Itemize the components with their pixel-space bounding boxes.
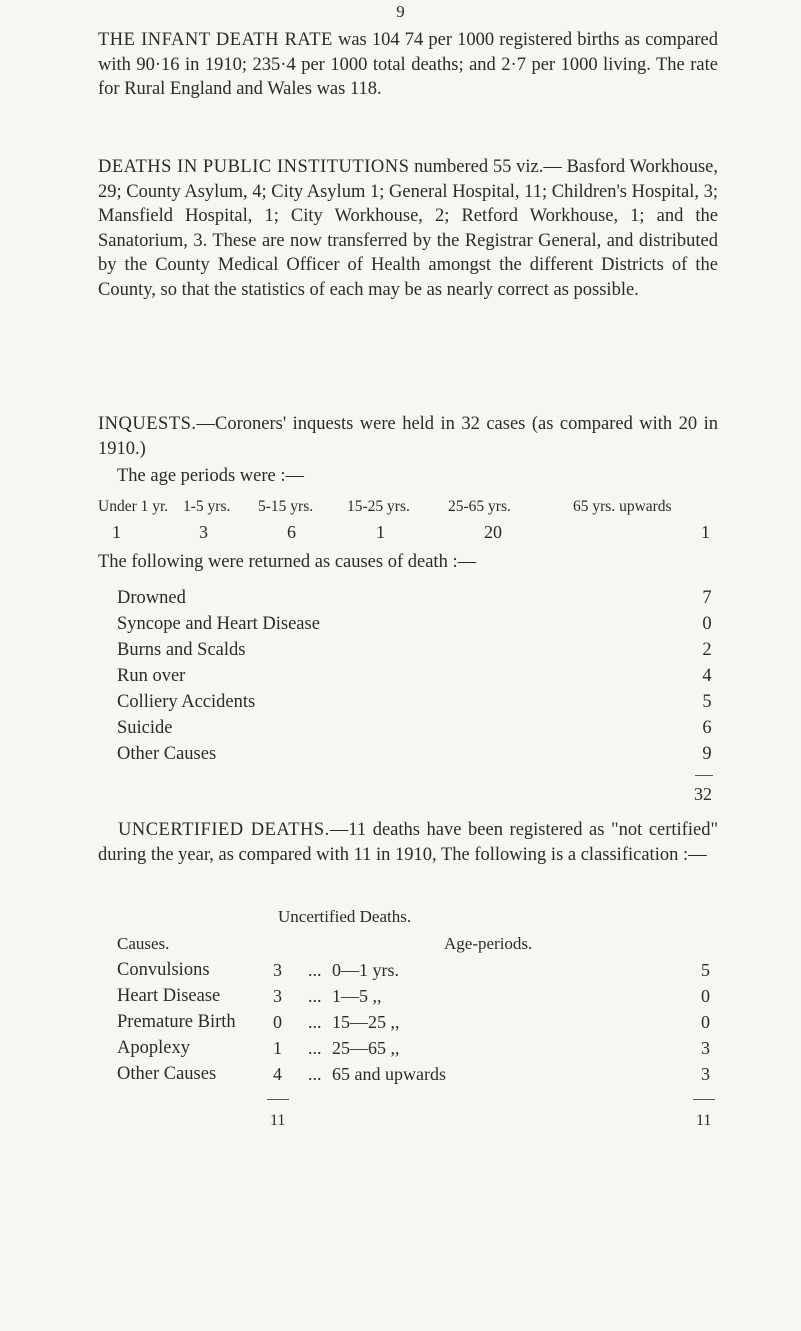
cause-value: 9 (702, 744, 712, 764)
cause-label: Burns and Scalds (117, 640, 246, 660)
causes-column-header: Causes. (117, 934, 170, 953)
age-period-value: 20 (484, 522, 502, 542)
total-rule (695, 775, 713, 776)
age-periods-intro: The age periods were :— (117, 466, 304, 486)
infant-death-heading: THE INFANT DEATH RATE (98, 30, 333, 50)
uncertified-text: —11 deaths have been registered as "not certified" during the year, as compared with 11 in 1910, The following is a classification :— (98, 820, 718, 865)
cause-value: 7 (702, 588, 712, 608)
cause-label: Run over (117, 666, 186, 686)
page-number: 9 (396, 2, 405, 21)
uncertified-cause: Heart Disease (117, 986, 221, 1006)
uncertified-cause: Convulsions (117, 960, 210, 980)
leader-dots: ... (308, 1064, 322, 1084)
uncertified-age: 1—5 ,, (332, 986, 382, 1006)
age-period-value: 3 (199, 522, 208, 542)
cause-label: Syncope and Heart Disease (117, 614, 320, 634)
uncertified-age-count: 5 (701, 960, 710, 980)
uncertified-cause: Other Causes (117, 1064, 217, 1084)
uncertified-cause-count: 4 (273, 1064, 282, 1084)
age-period-value: 1 (376, 522, 385, 542)
uncertified-age: 65 and upwards (332, 1064, 446, 1084)
infant-death-paragraph (98, 28, 718, 102)
cause-value: 5 (702, 692, 712, 712)
age-period-label: Under 1 yr. (98, 498, 169, 515)
age-period-label: 5-15 yrs. (258, 498, 314, 515)
inquests-heading: INQUESTS. (98, 414, 197, 434)
uncertified-paragraph (98, 818, 718, 867)
infant-death-text: was 104 74 per 1000 registered births as compared with 90·16 in 1910; 235·4 per 1000 total deaths; and 2·7 per 1000 living. The rate for Rural England and Wales was 118. (98, 30, 719, 99)
uncertified-total-right: 11 (696, 1112, 712, 1129)
age-periods-column-header: Age-periods. (444, 934, 533, 953)
uncertified-age: 15—25 ,, (332, 1012, 400, 1032)
age-period-value: 1 (112, 522, 121, 542)
leader-dots: ... (308, 960, 322, 980)
age-period-label: 1-5 yrs. (183, 498, 231, 515)
public-institutions-text: numbered 55 viz.— Basford Workhouse, 29; County Asylum, 4; City Asylum 1; General Hospital, 11; Children's Hospital, 3; Mansfield Hospital, 1; City Workhouse, 2; Retford Workhouse, 1; and the Sanatorium, 3. These are now transferred by the Registrar General, and distributed by the County Medical Officer of Health amongst the different Districts of the County, so that the statistics of each may be as nearly correct as possible. (98, 157, 718, 300)
causes-intro: The following were returned as causes of death :— (98, 552, 477, 572)
inquests-text: —Coroners' inquests were held in 32 cases (as compared with 20 in 1910.) (98, 414, 718, 459)
age-period-label: 15-25 yrs. (347, 498, 410, 515)
inquests-paragraph (98, 412, 718, 461)
age-period-value: 6 (287, 522, 296, 542)
uncertified-cause-count: 1 (273, 1038, 282, 1058)
uncertified-cause: Apoplexy (117, 1038, 190, 1058)
cause-label: Suicide (117, 718, 173, 738)
age-period-label: 65 yrs. upwards (573, 498, 672, 515)
cause-label: Colliery Accidents (117, 692, 256, 712)
uncertified-cause: Premature Birth (117, 1012, 236, 1032)
uncertified-cause-count: 3 (273, 960, 282, 980)
uncertified-total-left: 11 (270, 1112, 286, 1129)
leader-dots: ... (308, 1038, 322, 1058)
uncertified-heading: UNCERTIFIED DEATHS. (118, 820, 330, 840)
uncertified-table-title: Uncertified Deaths. (278, 907, 412, 926)
uncertified-age-count: 3 (701, 1064, 710, 1084)
uncertified-age-count: 3 (701, 1038, 710, 1058)
cause-value: 2 (702, 640, 712, 660)
cause-value: 6 (702, 718, 712, 738)
uncertified-age-count: 0 (701, 986, 710, 1006)
uncertified-cause-count: 0 (273, 1012, 282, 1032)
age-period-value: 1 (701, 522, 710, 542)
leader-dots: ... (308, 986, 322, 1006)
causes-total: 32 (694, 784, 712, 804)
cause-label: Other Causes (117, 744, 217, 764)
leader-dots: ... (308, 1012, 322, 1032)
uncertified-cause-count: 3 (273, 986, 282, 1006)
age-period-label: 25-65 yrs. (448, 498, 511, 515)
cause-value: 4 (702, 666, 712, 686)
total-rule (693, 1099, 715, 1100)
cause-label: Drowned (117, 588, 186, 608)
public-institutions-heading: DEATHS IN PUBLIC INSTITUTIONS (98, 157, 410, 177)
total-rule (267, 1099, 289, 1100)
uncertified-age-count: 0 (701, 1012, 710, 1032)
uncertified-age: 25—65 ,, (332, 1038, 400, 1058)
uncertified-age: 0—1 yrs. (332, 960, 399, 980)
cause-value: 0 (702, 614, 712, 634)
public-institutions-paragraph (98, 155, 718, 302)
